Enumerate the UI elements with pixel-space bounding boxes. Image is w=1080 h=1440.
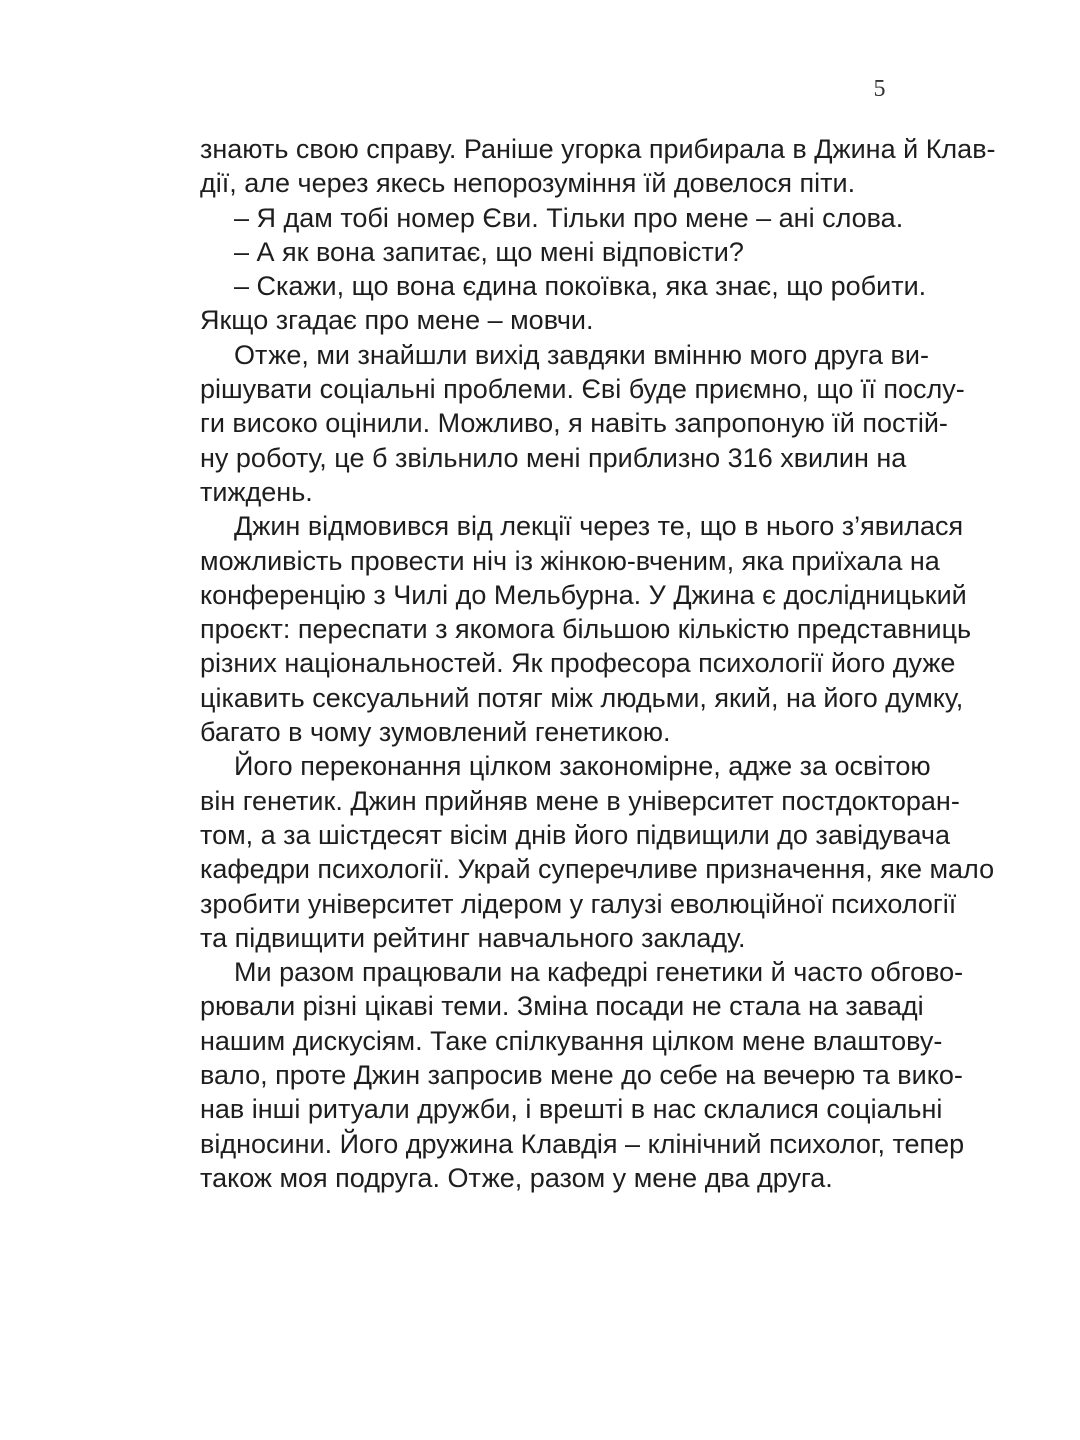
text-line: багато в чому зумовлений генетикою.: [200, 717, 671, 748]
text-line: нашим дискусіям. Таке спілкування цілком мене влаштову-: [200, 1025, 943, 1056]
text-line: Якщо згадає про мене – мовчи.: [200, 305, 594, 336]
paragraph: [200, 201, 904, 235]
paragraph: [200, 338, 965, 509]
text-line: та підвищити рейтинг навчального закладу.: [200, 922, 746, 953]
text-line: різних національностей. Як професора психології його дуже: [200, 648, 956, 679]
paragraph: [200, 132, 996, 201]
text-line: нав інші ритуали дружби, і врешті в нас склалися соціальні: [200, 1094, 943, 1125]
text-line: вало, проте Джин запросив мене до себе на вечерю та вико-: [200, 1060, 963, 1091]
text-line: цікавить сексуальний потяг між людьми, який, на його думку,: [200, 682, 964, 713]
paragraph: [200, 955, 965, 1195]
paragraph: [200, 749, 995, 955]
paragraph: [200, 269, 927, 338]
text-line: можливість провести ніч із жінкою-вченим, яка приїхала на: [200, 545, 940, 576]
text-line: – Я дам тобі номер Єви. Тільки про мене – ані слова.: [234, 202, 904, 233]
text-line: зробити університет лідером у галузі еволюційної психології: [200, 888, 957, 919]
text-line: кафедри психології. Украй суперечливе призначення, яке мало: [200, 854, 995, 885]
paragraph: [200, 235, 886, 269]
text-line: рішувати соціальні проблеми. Єві буде приємно, що її послу-: [200, 374, 965, 405]
text-line: Ми разом працювали на кафедрі генетики й часто обгово-: [234, 957, 964, 988]
text-line: також моя подруга. Отже, разом у мене два друга.: [200, 1162, 833, 1193]
text-line: – Скажи, що вона єдина покоївка, яка знає, що робити.: [234, 271, 927, 302]
page-number: 5: [873, 76, 886, 102]
text-line: відносини. Його дружина Клавдія – клінічний психолог, тепер: [200, 1128, 965, 1159]
text-line: том, а за шістдесят вісім днів його підвищили до завідувача: [200, 819, 950, 850]
text-line: знають свою справу. Раніше угорка прибирала в Джина й Клав-: [200, 134, 996, 164]
text-line: – А як вона запитає, що мені відповісти?: [234, 236, 744, 267]
text-line: рювали різні цікаві теми. Зміна посади не стала на заваді: [200, 991, 924, 1022]
text-line: він генетик. Джин прийняв мене в університет постдокторан-: [200, 785, 960, 816]
text-line: Отже, ми знайшли вихід завдяки вмінню мого друга ви-: [234, 339, 929, 370]
text-line: проєкт: переспати з якомога більшою кількістю представниць: [200, 614, 972, 645]
text-line: дії, але через якесь непорозуміння їй довелося піти.: [200, 168, 856, 199]
text-line: тиждень.: [200, 476, 313, 507]
body-text: [200, 132, 996, 1195]
text-line: ну роботу, це б звільнило мені приблизно 316 хвилин на: [200, 442, 907, 473]
text-line: Його переконання цілком закономірне, адже за освітою: [234, 751, 931, 782]
text-line: конференцію з Чилі до Мельбурна. У Джина є дослідницький: [200, 579, 967, 610]
text-line: Джин відмовився від лекції через те, що в нього з’явилася: [234, 511, 964, 542]
text-line: ги високо оцінили. Можливо, я навіть запропоную їй постій-: [200, 408, 948, 439]
paragraph: [200, 509, 972, 749]
